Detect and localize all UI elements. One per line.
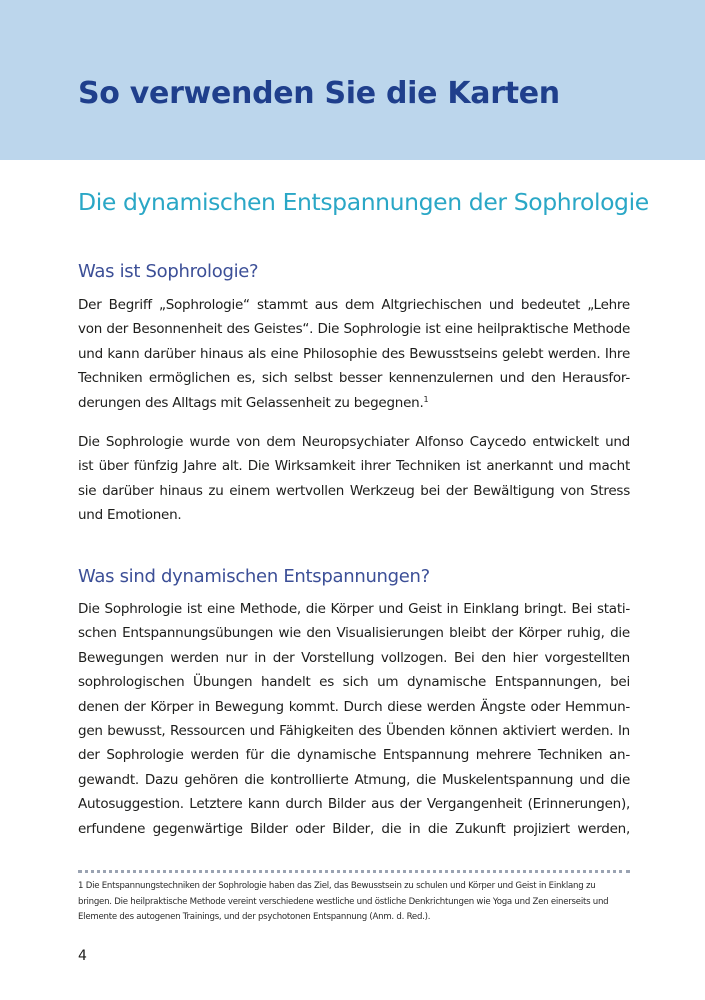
text-line: Bewegungen werden nur in der Vorstellung vollzogen. Bei den hier vorgestellten [78, 649, 630, 666]
footnote-line: Elemente des autogenen Trainings, und der psychotonen Entspannung (Anm. d. Red.). [78, 912, 431, 922]
text-line: von der Besonnenheit des Geistes“. Die Sophrologie ist eine heilpraktische Methode [78, 321, 630, 338]
text-line: Die Sophrologie wurde von dem Neuropsychiater Alfonso Caycedo entwickelt und [78, 434, 630, 450]
page-number: 4 [78, 948, 87, 964]
text-line: und Emotionen. [78, 507, 182, 524]
text-line: gewandt. Dazu gehören die kontrollierte Atmung, die Muskelentspannung und die [78, 771, 630, 788]
text-line: schen Entspannungsübungen wie den Visualisierungen bleibt der Körper ruhig, die [78, 625, 630, 642]
header-band [0, 0, 705, 160]
text-line: erfundene gegenwärtige Bilder oder Bilder, die in die Zukunft projiziert werden, [78, 820, 630, 837]
footnote-divider [78, 870, 630, 873]
text-line: Techniken ermöglichen es, sich selbst besser kennenzulernen und den Herausfor- [78, 370, 630, 387]
footnote [78, 879, 630, 926]
paragraph-dynamic-relaxation [78, 597, 630, 841]
text-line: denen der Körper in Bewegung kommt. Durch diese werden Ängste oder Hemmun- [78, 698, 630, 715]
text-line: ist über fünfzig Jahre alt. Die Wirksamkeit ihrer Techniken ist anerkannt und macht [78, 458, 630, 475]
footnote-reference[interactable]: 1 [423, 394, 429, 404]
text-line: sie darüber hinaus zu einem wertvollen Werkzeug bei der Bewältigung von Stress [78, 482, 630, 499]
text-line-content: derungen des Alltags mit Gelassenheit zu begegnen. [78, 394, 424, 411]
text-line: Der Begriff „Sophrologie“ stammt aus dem Altgriechischen und bedeutet „Lehre [78, 297, 630, 313]
subsection-title-sophrologie: Was ist Sophrologie? [78, 261, 259, 282]
subsection-title-dynamic-relaxation: Was sind dynamischen Entspannungen? [78, 566, 430, 587]
page-title: So verwenden Sie die Karten [78, 76, 560, 111]
text-line: der Sophrologie werden für die dynamische Entspannung mehrere Techniken an- [78, 747, 630, 764]
section-title: Die dynamischen Entspannungen der Sophrologie [78, 188, 649, 216]
text-line: sophrologischen Übungen handelt es sich um dynamische Entspannungen, bei [78, 674, 630, 691]
text-line: gen bewusst, Ressourcen und Fähigkeiten des Übenden können aktiviert werden. In [78, 722, 630, 739]
text-line [78, 391, 630, 415]
paragraph-definition [78, 293, 630, 415]
paragraph-history [78, 430, 630, 528]
text-line: und kann darüber hinaus als eine Philosophie des Bewusstseins gelebt werden. Ihre [78, 345, 630, 362]
text-line: Die Sophrologie ist eine Methode, die Körper und Geist in Einklang bringt. Bei stati- [78, 601, 630, 617]
footnote-line: 1 Die Entspannungstechniken der Sophrologie haben das Ziel, das Bewusstsein zu schulen und Körper und Geist in Einklang zu [78, 881, 596, 891]
text-line: Autosuggestion. Letztere kann durch Bilder aus der Vergangenheit (Erinnerungen), [78, 796, 630, 813]
footnote-line: bringen. Die heilpraktische Methode vereint verschiedene westliche und östliche Denkrichtungen wie Yoga und Zen einerseits und [78, 896, 609, 907]
